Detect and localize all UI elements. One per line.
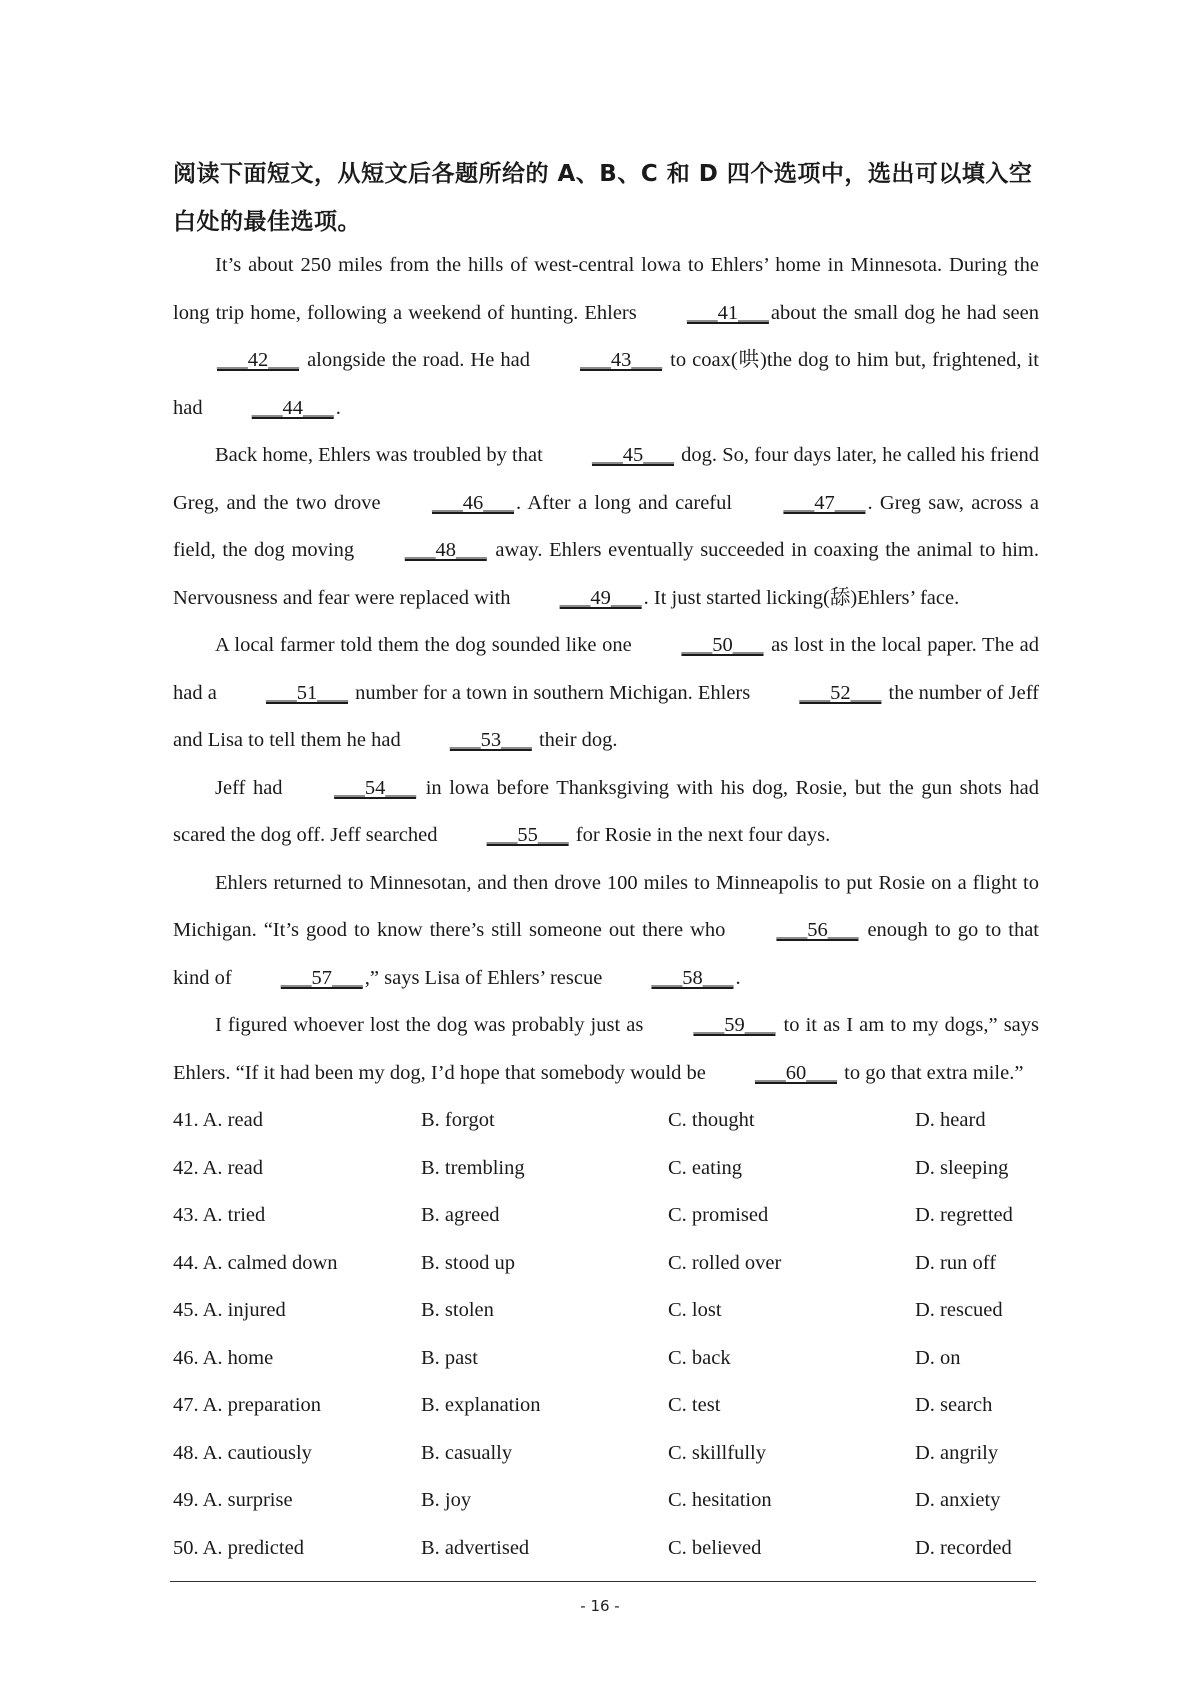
cloze-blank: ___43___ xyxy=(580,349,663,371)
option-c: C. thought xyxy=(668,1109,755,1132)
passage-text: . It just started licking(舔)Ehlers’ face. xyxy=(643,586,960,609)
option-row xyxy=(173,1097,1053,1145)
option-a: 42. A. read xyxy=(173,1156,263,1179)
option-c: C. test xyxy=(668,1394,721,1417)
option-c: C. hesitation xyxy=(668,1489,772,1512)
passage-text: It’s about 250 miles from the hills of west-central lowa to Ehlers’ home in Minnesota. During the long trip home, following a weekend of hunting. Ehlers xyxy=(173,254,1039,324)
cloze-blank: ___47___ xyxy=(783,491,866,514)
option-b: B. joy xyxy=(421,1489,472,1512)
passage-text: . Greg saw, across a field, the dog moving xyxy=(173,491,1039,561)
passage-text: I figured whoever lost the dog was probably just as xyxy=(215,1014,650,1036)
option-c: C. eating xyxy=(668,1156,743,1179)
option-c: C. believed xyxy=(668,1536,762,1559)
option-row xyxy=(173,1477,1053,1525)
option-b: B. casually xyxy=(421,1441,513,1464)
cloze-blank: ___53___ xyxy=(449,729,532,751)
cloze-blank: ___60___ xyxy=(755,1061,837,1084)
option-a: 48. A. cautiously xyxy=(173,1441,312,1464)
passage-text: Back home, Ehlers was troubled by that xyxy=(215,444,548,466)
page-number: - 16 - xyxy=(580,1597,620,1615)
option-d: D. run off xyxy=(915,1251,997,1274)
passage-paragraph xyxy=(173,622,1039,765)
option-c: C. lost xyxy=(668,1299,722,1322)
cloze-blank: ___54___ xyxy=(334,776,417,799)
cloze-passage xyxy=(173,242,1039,1097)
passage-text: alongside the road. He had xyxy=(301,349,537,371)
option-d: D. recorded xyxy=(915,1536,1012,1559)
cloze-blank: ___50___ xyxy=(681,634,764,656)
passage-paragraph xyxy=(173,432,1039,622)
option-row xyxy=(173,1240,1053,1288)
cloze-blank: ___56___ xyxy=(776,919,859,941)
footer-divider xyxy=(170,1581,1036,1582)
option-d: D. on xyxy=(915,1346,961,1369)
cloze-blank: ___52___ xyxy=(799,681,882,704)
passage-paragraph xyxy=(173,242,1039,432)
option-d: D. heard xyxy=(915,1109,986,1132)
option-row xyxy=(173,1335,1053,1383)
option-d: D. rescued xyxy=(915,1299,1003,1322)
option-b: B. advertised xyxy=(421,1536,530,1559)
option-row xyxy=(173,1287,1053,1335)
passage-text: A local farmer told them the dog sounded like one xyxy=(215,634,638,656)
option-a: 50. A. predicted xyxy=(173,1536,304,1559)
option-b: B. past xyxy=(421,1346,478,1369)
passage-text: away. Ehlers eventually succeeded in coaxing the animal to him. Nervousness and fear were replaced with xyxy=(173,539,1039,609)
option-b: B. stolen xyxy=(421,1299,494,1322)
cloze-blank: ___46___ xyxy=(431,491,514,514)
option-c: C. back xyxy=(668,1346,731,1369)
option-b: B. explanation xyxy=(421,1394,541,1417)
option-c: C. skillfully xyxy=(668,1441,766,1464)
option-a: 46. A. home xyxy=(173,1346,274,1369)
passage-text: ,” says Lisa of Ehlers’ rescue xyxy=(364,966,608,989)
option-row xyxy=(173,1145,1053,1193)
passage-text: Ehlers returned to Minnesotan, and then drove 100 miles to Minneapolis to put Rosie on a flight to Michigan. “It’s good to know there’s still someone out there who xyxy=(173,871,1039,941)
option-b: B. trembling xyxy=(421,1156,525,1179)
passage-text: to it as I am to my dogs,” says Ehlers. “If it had been my dog, I’d hope that somebody would be xyxy=(173,1014,1039,1084)
instruction-text: 阅读下面短文，从短文后各题所给的 A、B、C 和 D 四个选项中，选出可以填入空白处的最佳选项。 xyxy=(173,161,1033,235)
option-row xyxy=(173,1525,1053,1573)
cloze-blank: ___45___ xyxy=(591,444,674,466)
passage-paragraph xyxy=(173,1002,1039,1097)
answer-options xyxy=(173,1097,1053,1572)
option-a: 41. A. read xyxy=(173,1109,263,1132)
cloze-blank: ___51___ xyxy=(265,681,348,704)
cloze-blank: ___59___ xyxy=(693,1014,776,1036)
option-row xyxy=(173,1192,1053,1240)
option-b: B. agreed xyxy=(421,1204,500,1227)
option-d: D. sleeping xyxy=(915,1156,1009,1179)
option-a: 47. A. preparation xyxy=(173,1394,322,1417)
passage-text: as lost in the local paper. The ad had a xyxy=(173,634,1039,704)
option-a: 44. A. calmed down xyxy=(173,1251,338,1274)
passage-text: the number of Jeff and Lisa to tell them he had xyxy=(173,681,1039,751)
cloze-blank: ___44___ xyxy=(251,396,334,419)
cloze-blank: ___55___ xyxy=(486,824,569,846)
passage-text: dog. So, four days later, he called his friend Greg, and the two drove xyxy=(173,444,1039,514)
cloze-blank: ___41___ xyxy=(686,301,769,324)
passage-text: . xyxy=(335,396,341,419)
cloze-blank: ___42___ xyxy=(217,349,299,371)
passage-text: in lowa before Thanksgiving with his dog, Rosie, but the gun shots had scared the dog off. Jeff searched xyxy=(173,776,1039,846)
cloze-blank: ___48___ xyxy=(404,539,487,561)
option-a: 49. A. surprise xyxy=(173,1489,293,1512)
option-b: B. forgot xyxy=(421,1109,495,1132)
passage-text: for Rosie in the next four days. xyxy=(570,824,831,846)
passage-paragraph xyxy=(173,765,1039,860)
cloze-blank: ___58___ xyxy=(651,966,734,989)
cloze-blank: ___49___ xyxy=(559,586,642,609)
option-c: C. promised xyxy=(668,1204,769,1227)
passage-text: number for a town in southern Michigan. Ehlers xyxy=(349,681,756,704)
passage-text: about the small dog he had seen xyxy=(770,301,1039,324)
passage-text: enough to go to that kind of xyxy=(173,919,1040,989)
option-a: 43. A. tried xyxy=(173,1204,266,1227)
option-b: B. stood up xyxy=(421,1251,515,1274)
option-row xyxy=(173,1382,1053,1430)
option-a: 45. A. injured xyxy=(173,1299,286,1322)
passage-paragraph xyxy=(173,860,1039,1003)
option-d: D. anxiety xyxy=(915,1489,1001,1512)
option-c: C. rolled over xyxy=(668,1251,782,1274)
passage-text: to coax(哄)the dog to him but, frightened, it had xyxy=(173,349,1039,419)
passage-text: their dog. xyxy=(533,729,618,751)
passage-text: . xyxy=(735,966,741,989)
option-row xyxy=(173,1430,1053,1478)
passage-text: to go that extra mile.” xyxy=(839,1061,1024,1084)
option-d: D. angrily xyxy=(915,1441,999,1464)
cloze-blank: ___57___ xyxy=(280,966,363,989)
option-d: D. search xyxy=(915,1394,993,1417)
option-d: D. regretted xyxy=(915,1204,1013,1227)
passage-text: . After a long and careful xyxy=(515,491,740,514)
passage-text: Jeff had xyxy=(215,776,291,799)
